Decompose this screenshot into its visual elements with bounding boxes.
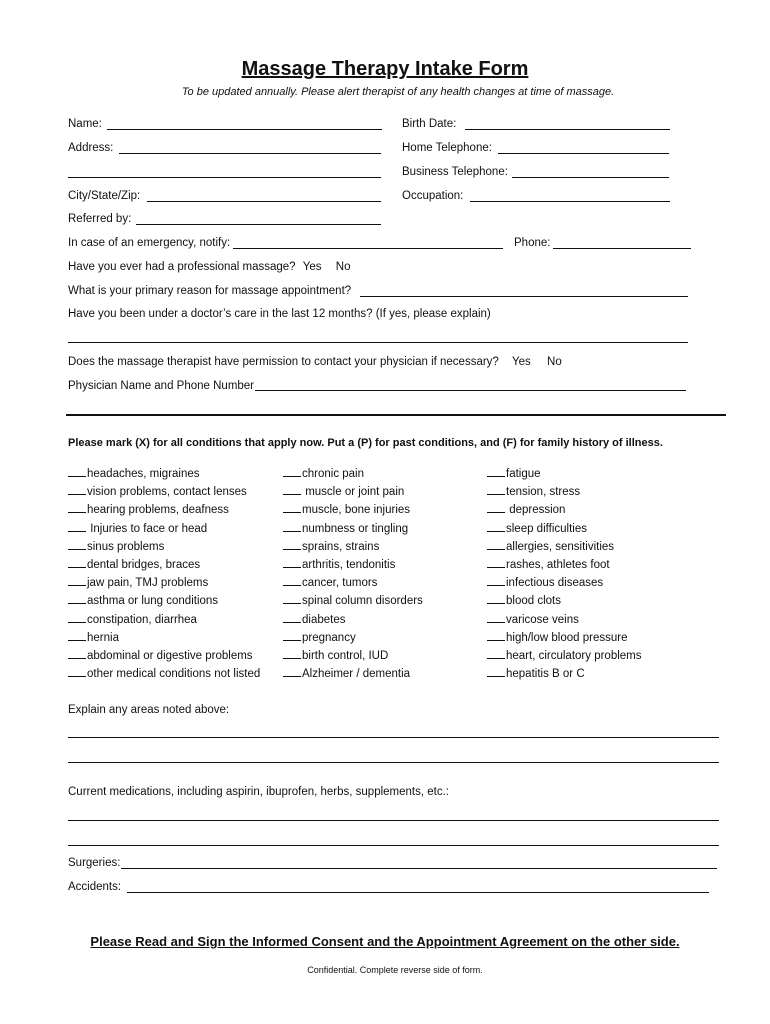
condition-mark-field[interactable] — [487, 649, 505, 659]
condition-label: allergies, sensitivities — [506, 540, 615, 553]
explain-field-line-1[interactable] — [68, 737, 719, 738]
condition-mark-field[interactable] — [283, 503, 301, 513]
accidents-field[interactable] — [127, 892, 709, 893]
condition-mark-field[interactable] — [487, 667, 505, 677]
referred-by-label: Referred by: — [68, 213, 132, 225]
condition-item[interactable] — [487, 558, 610, 571]
condition-label: sinus problems — [87, 540, 165, 553]
condition-item[interactable] — [68, 485, 247, 498]
condition-item[interactable] — [68, 649, 253, 662]
condition-label: Injuries to face or head — [87, 522, 208, 535]
condition-mark-field[interactable] — [68, 631, 86, 641]
condition-mark-field[interactable] — [68, 594, 86, 604]
medications-label: Current medications, including aspirin, ibuprofen, herbs, supplements, etc.: — [68, 786, 449, 798]
conditions-header: Please mark (X) for all conditions that apply now. Put a (P) for past conditions, and (F) for family history of illness. — [68, 437, 663, 449]
condition-item[interactable] — [487, 467, 541, 480]
condition-label: arthritis, tendonitis — [302, 559, 396, 571]
condition-mark-field[interactable] — [283, 485, 301, 495]
permission-question: Does the massage therapist have permission to contact your physician if necessary? Yes No — [68, 356, 562, 368]
condition-mark-field[interactable] — [68, 667, 86, 677]
condition-mark-field[interactable] — [487, 594, 505, 604]
condition-mark-field[interactable] — [283, 631, 301, 641]
condition-item[interactable] — [283, 467, 364, 480]
condition-label: muscle or joint pain — [302, 486, 405, 499]
consent-notice: Please Read and Sign the Informed Consent and the Appointment Agreement on the other side. — [90, 934, 680, 949]
doctors-care-label: Have you been under a doctor’s care in the last 12 months? (If yes, please explain) — [68, 308, 491, 320]
professional-massage-question: Have you ever had a professional massage? Yes No — [68, 261, 351, 273]
condition-mark-field[interactable] — [283, 594, 301, 604]
confidential-note: Confidential. Complete reverse side of form. — [307, 965, 483, 975]
form-subtitle: To be updated annually. Please alert therapist of any health changes at time of massage. — [181, 86, 615, 98]
primary-reason-label: What is your primary reason for massage appointment? — [68, 285, 352, 297]
condition-label: tension, stress — [506, 486, 581, 499]
condition-item[interactable] — [68, 613, 197, 626]
condition-mark-field[interactable] — [283, 649, 301, 659]
condition-mark-field[interactable] — [487, 558, 505, 568]
condition-item[interactable] — [283, 558, 395, 571]
condition-item[interactable] — [283, 613, 345, 626]
condition-label: high/low blood pressure — [506, 631, 628, 644]
address-field[interactable] — [119, 153, 381, 154]
condition-label: hepatitis B or C — [506, 668, 585, 681]
birth-date-label: Birth Date: — [402, 118, 457, 130]
condition-item[interactable] — [487, 667, 585, 680]
phone-field[interactable] — [553, 248, 691, 249]
condition-label: numbness or tingling — [302, 522, 409, 535]
condition-mark-field[interactable] — [68, 649, 86, 659]
condition-mark-field[interactable] — [283, 576, 301, 586]
physician-field[interactable] — [255, 390, 686, 391]
condition-mark-field[interactable] — [68, 540, 86, 550]
condition-label: fatigue — [506, 468, 541, 480]
emergency-field[interactable] — [233, 248, 503, 249]
condition-mark-field[interactable] — [487, 631, 505, 641]
condition-mark-field[interactable] — [283, 667, 301, 677]
condition-item[interactable] — [283, 649, 388, 662]
condition-label: asthma or lung conditions — [87, 595, 219, 608]
name-field[interactable] — [107, 129, 382, 130]
condition-mark-field[interactable] — [283, 540, 301, 550]
condition-item[interactable] — [68, 667, 260, 680]
name-label: Name: — [68, 118, 102, 130]
surgeries-field[interactable] — [121, 868, 717, 869]
form-title: Massage Therapy Intake Form — [241, 58, 529, 80]
condition-item[interactable] — [487, 631, 627, 644]
condition-label: diabetes — [302, 613, 346, 626]
condition-label: muscle, bone injuries — [302, 504, 411, 517]
condition-mark-field[interactable] — [283, 613, 301, 623]
condition-item[interactable] — [68, 467, 200, 480]
medications-field-line-2[interactable] — [68, 845, 719, 846]
condition-item[interactable] — [283, 522, 408, 535]
condition-mark-field[interactable] — [283, 558, 301, 568]
city-state-zip-label: City/State/Zip: — [68, 190, 141, 202]
birth-date-field[interactable] — [465, 129, 670, 130]
condition-label: headaches, migraines — [87, 468, 200, 480]
condition-label: other medical conditions not listed — [87, 668, 261, 681]
condition-item[interactable] — [68, 540, 164, 553]
condition-label: Alzheimer / dementia — [302, 668, 411, 681]
condition-mark-field[interactable] — [68, 522, 86, 532]
condition-item[interactable] — [487, 613, 579, 626]
explain-field-line-2[interactable] — [68, 762, 719, 763]
condition-item[interactable] — [487, 576, 603, 589]
condition-label: chronic pain — [302, 468, 365, 480]
condition-mark-field[interactable] — [487, 485, 505, 495]
phone-label: Phone: — [514, 237, 551, 249]
home-telephone-label: Home Telephone: — [402, 142, 492, 154]
professional-massage-yes[interactable]: Yes — [302, 261, 322, 273]
condition-label: varicose veins — [506, 613, 579, 626]
condition-item[interactable] — [68, 558, 200, 571]
condition-label: depression — [506, 504, 566, 517]
condition-label: blood clots — [506, 595, 561, 608]
condition-item[interactable] — [487, 594, 561, 607]
condition-item[interactable] — [487, 485, 580, 498]
condition-mark-field[interactable] — [68, 558, 86, 568]
condition-label: vision problems, contact lenses — [87, 486, 247, 499]
condition-item[interactable] — [283, 503, 410, 516]
condition-mark-field[interactable] — [487, 522, 505, 532]
condition-item[interactable] — [68, 576, 208, 589]
condition-label: sleep difficulties — [506, 522, 587, 535]
condition-mark-field[interactable] — [487, 576, 505, 586]
condition-label: infectious diseases — [506, 577, 604, 590]
physician-label: Physician Name and Phone Number — [68, 380, 255, 392]
condition-label: birth control, IUD — [302, 650, 389, 662]
condition-item[interactable] — [487, 522, 587, 535]
condition-label: abdominal or digestive problems — [87, 650, 253, 662]
condition-label: spinal column disorders — [302, 595, 423, 608]
condition-item[interactable] — [487, 540, 614, 553]
emergency-label: In case of an emergency, notify: — [68, 237, 231, 249]
business-telephone-label: Business Telephone: — [402, 166, 508, 178]
address-line-2-field[interactable] — [68, 177, 381, 178]
condition-label: hernia — [87, 631, 119, 644]
condition-label: constipation, diarrhea — [87, 613, 197, 626]
condition-item[interactable] — [487, 649, 642, 662]
condition-mark-field[interactable] — [487, 540, 505, 550]
condition-item[interactable] — [283, 667, 410, 680]
condition-label: hearing problems, deafness — [87, 504, 229, 517]
city-state-zip-field[interactable] — [147, 201, 381, 202]
business-telephone-field[interactable] — [512, 177, 669, 178]
condition-mark-field[interactable] — [68, 503, 86, 513]
condition-label: heart, circulatory problems — [506, 650, 642, 662]
condition-label: rashes, athletes foot — [506, 559, 610, 571]
home-telephone-field[interactable] — [498, 153, 669, 154]
condition-mark-field[interactable] — [487, 503, 505, 513]
doctors-care-field[interactable] — [68, 342, 688, 343]
condition-mark-field[interactable] — [68, 576, 86, 586]
condition-item[interactable] — [487, 503, 565, 516]
condition-mark-field[interactable] — [68, 613, 86, 623]
condition-mark-field[interactable] — [68, 467, 86, 477]
condition-label: jaw pain, TMJ problems — [87, 577, 209, 590]
professional-massage-no[interactable]: No — [335, 261, 351, 273]
condition-item[interactable] — [283, 485, 404, 498]
condition-item[interactable] — [68, 522, 207, 535]
occupation-field[interactable] — [470, 201, 670, 202]
condition-label: cancer, tumors — [302, 577, 378, 590]
accidents-label: Accidents: — [68, 881, 122, 893]
occupation-label: Occupation: — [402, 190, 464, 202]
permission-no[interactable]: No — [547, 356, 562, 368]
address-label: Address: — [68, 142, 114, 154]
condition-item[interactable] — [283, 594, 423, 607]
section-divider — [66, 414, 726, 416]
referred-by-field[interactable] — [136, 224, 381, 225]
condition-mark-field[interactable] — [487, 613, 505, 623]
condition-label: pregnancy — [302, 631, 356, 644]
condition-mark-field[interactable] — [487, 467, 505, 477]
condition-label: dental bridges, braces — [87, 559, 201, 571]
condition-item[interactable] — [283, 576, 377, 589]
condition-item[interactable] — [68, 594, 218, 607]
primary-reason-field[interactable] — [360, 296, 688, 297]
condition-item[interactable] — [283, 631, 356, 644]
explain-label: Explain any areas noted above: — [68, 704, 230, 716]
condition-mark-field[interactable] — [68, 485, 86, 495]
condition-mark-field[interactable] — [283, 522, 301, 532]
medications-field-line-1[interactable] — [68, 820, 719, 821]
permission-yes[interactable]: Yes — [512, 356, 531, 368]
condition-label: sprains, strains — [302, 540, 380, 553]
condition-item[interactable] — [283, 540, 379, 553]
condition-item[interactable] — [68, 631, 119, 644]
condition-mark-field[interactable] — [283, 467, 301, 477]
surgeries-label: Surgeries: — [68, 857, 121, 869]
condition-item[interactable] — [68, 503, 229, 516]
